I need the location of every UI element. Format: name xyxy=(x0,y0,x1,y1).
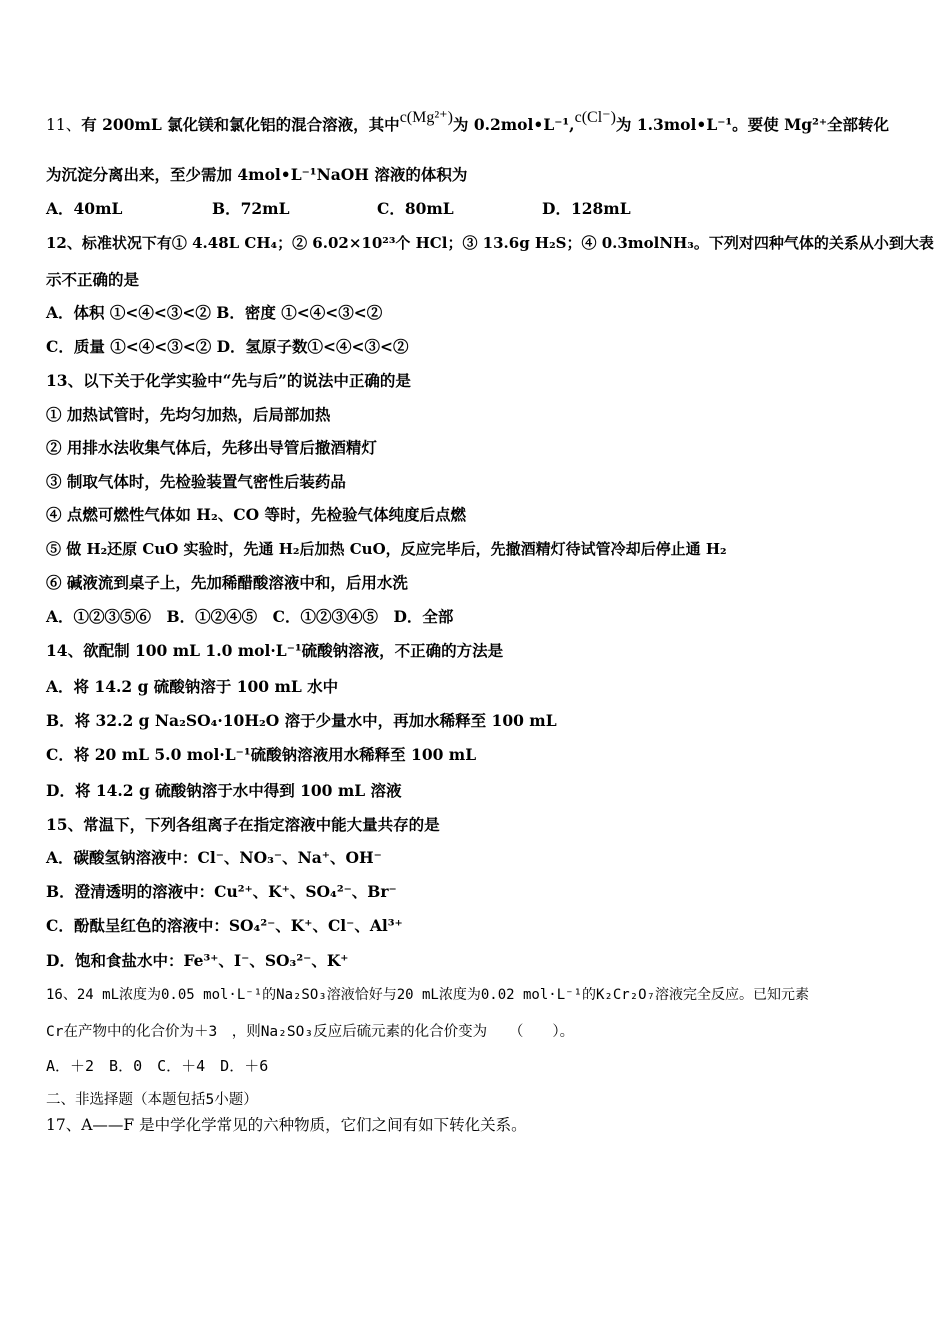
q13-options: A．①②③⑤⑥ B．①②④⑤ C．①②③④⑤ D．全部 xyxy=(46,607,454,626)
q13-item-6: ⑥ 碱液流到桌子上，先加稀醋酸溶液中和，后用水洗 xyxy=(46,573,408,592)
q15-option-d: D．饱和食盐水中：Fe³⁺、I⁻、SO₃²⁻、K⁺ xyxy=(46,951,349,970)
q14-stem: 14、欲配制 100 mL 1.0 mol·L⁻¹硫酸钠溶液，不正确的方法是 xyxy=(46,641,504,660)
q12-options-cd: C．质量 ①<④<③<② D．氢原子数①<④<③<② xyxy=(46,337,409,356)
q11-text-2: 为 0.2mol•L⁻¹, xyxy=(452,115,575,134)
q12-line1: 12、标准状况下有① 4.48L CH₄；② 6.02×10²³个 HCl；③ 13.6g H₂S；④ 0.3molNH₃。下列对四种气体的关系从小到大表 xyxy=(46,234,934,252)
q11-number: 11、 xyxy=(46,116,82,134)
q13-item-5: ⑤ 做 H₂还原 CuO 实验时，先通 H₂后加热 CuO，反应完毕后，先撤酒精灯待试管冷却后停止通 H₂ xyxy=(46,540,727,558)
q11-line1 xyxy=(46,109,890,136)
q15-option-a: A．碳酸氢钠溶液中：Cl⁻、NO₃⁻、Na⁺、OH⁻ xyxy=(46,848,382,867)
q11-option-b: B．72mL xyxy=(212,199,290,218)
q12-line2: 示不正确的是 xyxy=(46,270,140,289)
q11-text-1: 有 200mL 氯化镁和氯化铝的混合溶液，其中 xyxy=(81,115,400,134)
q16-options: A．＋2 B．0 C．＋4 D．＋6 xyxy=(46,1057,269,1075)
q16-line1: 16、24 mL浓度为0.05 mol·L⁻¹的Na₂SO₃溶液恰好与20 mL浓度为0.02 mol·L⁻¹的K₂Cr₂O₇溶液完全反应。已知元素 xyxy=(46,987,810,1003)
section2-heading: 二、非选择题（本题包括5小题） xyxy=(46,1092,258,1108)
q16-line2: Cr在产物中的化合价为＋3 ，则Na₂SO₃反应后硫元素的化合价变为 （ ）。 xyxy=(46,1024,575,1040)
q15-stem: 15、常温下，下列各组离子在指定溶液中能大量共存的是 xyxy=(46,815,440,834)
q11-option-c: C．80mL xyxy=(377,199,454,218)
c-cl-expression: c(Cl⁻) xyxy=(574,109,616,126)
q13-item-3: ③ 制取气体时，先检验装置气密性后装药品 xyxy=(46,472,346,491)
q11-line2: 为沉淀分离出来，至少需加 4mol•L⁻¹NaOH 溶液的体积为 xyxy=(46,165,468,184)
q15-option-c: C．酚酞呈红色的溶液中：SO₄²⁻、K⁺、Cl⁻、Al³⁺ xyxy=(46,916,403,935)
q14-option-b: B．将 32.2 g Na₂SO₄·10H₂O 溶于少量水中，再加水稀释至 100 mL xyxy=(46,711,557,730)
q13-item-1: ① 加热试管时，先均匀加热，后局部加热 xyxy=(46,405,331,424)
q13-stem: 13、以下关于化学实验中“先与后”的说法中正确的是 xyxy=(46,371,411,390)
q13-item-2: ② 用排水法收集气体后，先移出导管后撤酒精灯 xyxy=(46,438,377,457)
q17-stem: 17、A——F 是中学化学常见的六种物质，它们之间有如下转化关系。 xyxy=(46,1116,527,1134)
c-mg-expression: c(Mg²⁺) xyxy=(399,109,453,126)
q11-text-3: 为 1.3mol•L⁻¹。要使 Mg²⁺全部转化 xyxy=(615,115,890,134)
q14-option-c: C．将 20 mL 5.0 mol·L⁻¹硫酸钠溶液用水稀释至 100 mL xyxy=(46,745,477,764)
q15-option-b: B．澄清透明的溶液中：Cu²⁺、K⁺、SO₄²⁻、Br⁻ xyxy=(46,882,397,901)
q13-item-4: ④ 点燃可燃性气体如 H₂、CO 等时，先检验气体纯度后点燃 xyxy=(46,505,466,524)
q12-options-ab: A．体积 ①<④<③<② B．密度 ①<④<③<② xyxy=(46,303,383,322)
q14-option-a: A．将 14.2 g 硫酸钠溶于 100 mL 水中 xyxy=(46,677,339,696)
q14-option-d: D．将 14.2 g 硫酸钠溶于水中得到 100 mL 溶液 xyxy=(46,781,402,800)
q11-option-d: D．128mL xyxy=(542,199,631,218)
q11-option-a: A．40mL xyxy=(46,199,123,218)
